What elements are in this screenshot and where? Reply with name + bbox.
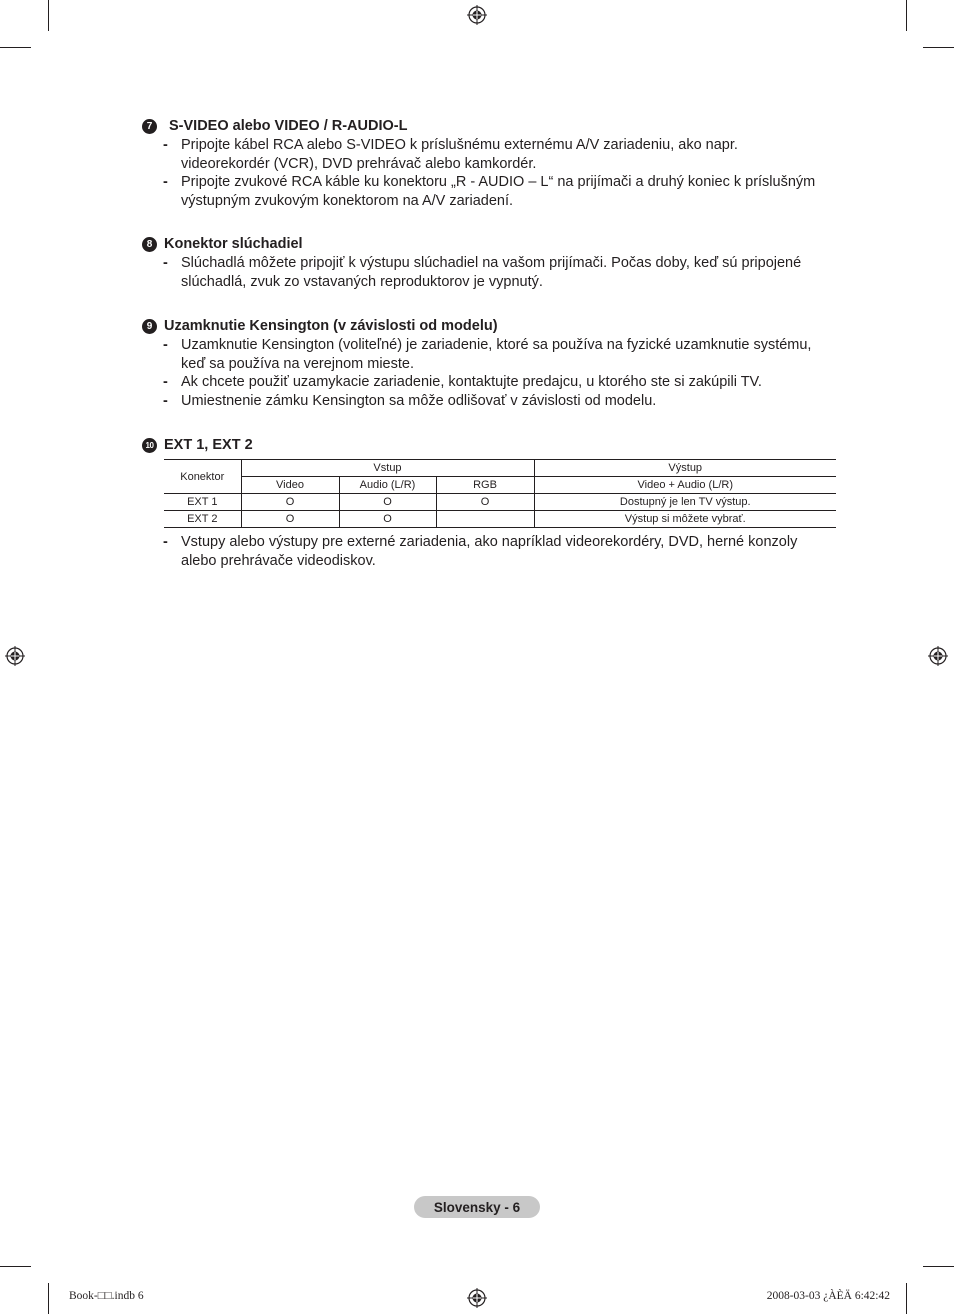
- table-header-cell: RGB: [436, 477, 534, 494]
- table-cell: O: [436, 494, 534, 511]
- registration-mark-icon: [467, 1288, 487, 1308]
- section-headphones: [142, 235, 842, 291]
- crop-mark: [906, 1283, 907, 1314]
- table-cell: O: [241, 494, 339, 511]
- table-header-cell: Výstup: [534, 460, 836, 477]
- bullet-dash: -: [163, 337, 168, 353]
- table-cell: O: [339, 494, 436, 511]
- section-number-7: 7: [142, 119, 157, 134]
- section-title: EXT 1, EXT 2: [164, 437, 253, 453]
- table-cell: O: [241, 511, 339, 528]
- page-number-label: Slovensky - 6: [433, 1199, 521, 1215]
- list-item: [142, 336, 871, 373]
- list-item: [142, 136, 871, 173]
- crop-mark: [48, 0, 49, 31]
- table-cell: Dostupný je len TV výstup.: [534, 494, 836, 511]
- bullet-dash: -: [163, 392, 168, 409]
- crop-mark: [923, 47, 954, 48]
- text-line: Pripojte kábel RCA alebo S-VIDEO k príslušnému externému A/V zariadeniu, ako napr.: [181, 137, 738, 153]
- section-number-8: 8: [142, 237, 157, 252]
- text-line: slúchadlá, zvuk zo vstavaných reproduktorov je vypnutý.: [181, 273, 543, 290]
- section-title: Konektor slúchadiel: [164, 236, 303, 252]
- text-line: Ak chcete použiť uzamykacie zariadenie, kontaktujte predajcu, u ktorého ste si zakúpili TV.: [181, 374, 762, 390]
- table-header-row: [164, 460, 836, 477]
- crop-mark: [48, 1283, 49, 1314]
- section-heading: [142, 117, 842, 135]
- table-header-cell: Video: [241, 477, 339, 494]
- crop-mark: [906, 0, 907, 31]
- bullet-dash: -: [163, 255, 168, 271]
- bullet-dash: -: [163, 137, 168, 153]
- crop-mark: [0, 1266, 31, 1267]
- table-header-row: [164, 477, 836, 494]
- print-slug-left: Book-□□.indb 6: [69, 1290, 144, 1302]
- list-item: [142, 392, 871, 411]
- registration-mark-icon: [5, 646, 25, 666]
- text-line: keď sa používa na verejnom mieste.: [181, 355, 414, 372]
- table-cell: EXT 1: [164, 494, 241, 511]
- list-item: [142, 373, 871, 392]
- list-item: [142, 173, 871, 210]
- table-cell: O: [339, 511, 436, 528]
- section-number-9: 9: [142, 319, 157, 334]
- table-header-cell: Audio (L/R): [339, 477, 436, 494]
- text-line: alebo prehrávače videodiskov.: [181, 552, 376, 569]
- text-line: Slúchadlá môžete pripojiť k výstupu slúchadiel na vašom prijímači. Počas doby, keď sú pripojené: [181, 255, 802, 271]
- crop-mark: [0, 47, 31, 48]
- table-row: [164, 494, 836, 511]
- bullet-dash: -: [163, 374, 168, 390]
- bullet-dash: -: [163, 174, 168, 190]
- section-title: Uzamknutie Kensington (v závislosti od modelu): [164, 318, 498, 334]
- text-line: Vstupy alebo výstupy pre externé zariadenia, ako napríklad videorekordéry, DVD, herné konzoly: [181, 534, 798, 550]
- table-row: [164, 511, 836, 528]
- list-item: [142, 533, 871, 570]
- section-heading: [142, 317, 842, 335]
- list-item: [142, 254, 871, 291]
- text-line: Uzamknutie Kensington (voliteľné) je zariadenie, ktoré sa používa na fyzické uzamknutie systému,: [181, 337, 812, 353]
- table-header-cell: Konektor: [164, 460, 241, 494]
- section-heading: [142, 235, 842, 253]
- registration-mark-icon: [467, 5, 487, 25]
- section-kensington: [142, 317, 842, 410]
- crop-mark: [923, 1266, 954, 1267]
- section-svideo: [142, 117, 842, 210]
- text-line: Pripojte zvukové RCA káble ku konektoru „R - AUDIO – L“ na prijímači a druhý koniec k príslušným: [181, 174, 816, 190]
- section-heading: [142, 436, 842, 454]
- ext-table: [164, 459, 836, 528]
- text-line: Umiestnenie zámku Kensington sa môže odlišovať v závislosti od modelu.: [181, 392, 657, 409]
- table-cell: [436, 511, 534, 528]
- bullet-dash: -: [163, 534, 168, 550]
- table-cell: Výstup si môžete vybrať.: [534, 511, 836, 528]
- text-line: výstupným zvukovým konektorom na A/V zariadení.: [181, 192, 514, 209]
- text-line: videorekordér (VCR), DVD prehrávač alebo kamkordér.: [181, 155, 537, 172]
- section-ext: [142, 436, 842, 454]
- table-cell: EXT 2: [164, 511, 241, 528]
- page-number-badge: [414, 1196, 540, 1218]
- table-header-cell: Video + Audio (L/R): [534, 477, 836, 494]
- registration-mark-icon: [928, 646, 948, 666]
- section-number-10: 10: [142, 438, 157, 453]
- print-slug-right: 2008-03-03 ¿ÀÈÄ 6:42:42: [766, 1290, 890, 1302]
- section-ext-note: [142, 533, 842, 570]
- table-header-cell: Vstup: [241, 460, 534, 477]
- section-title: S-VIDEO alebo VIDEO / R-AUDIO-L: [169, 118, 408, 134]
